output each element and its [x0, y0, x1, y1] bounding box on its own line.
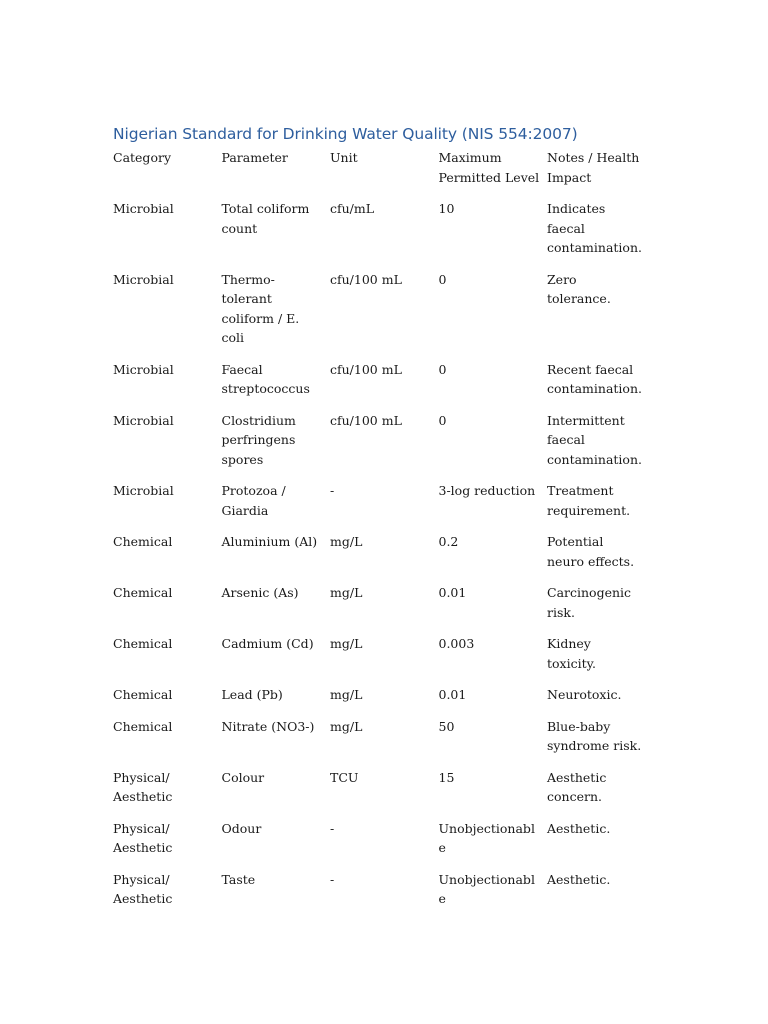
- category-cell: Physical/ Aesthetic: [113, 871, 173, 906]
- max-level-cell: Unobjectionable: [438, 820, 535, 855]
- notes-cell: Zero tolerance.: [547, 271, 611, 306]
- parameter-cell: Taste: [221, 871, 256, 887]
- notes-cell: Recent faecal contamination.: [547, 361, 642, 396]
- table-row: [113, 768, 649, 819]
- notes-cell: Aesthetic.: [547, 871, 611, 887]
- table-row: [113, 532, 649, 583]
- max-level-cell: Unobjectionable: [438, 871, 535, 906]
- max-level-cell: 10: [438, 201, 455, 216]
- table-row: [113, 360, 649, 411]
- category-cell: Microbial: [113, 271, 174, 287]
- notes-cell: Indicates faecal contamination.: [547, 201, 642, 255]
- notes-cell: Treatment requirement.: [547, 483, 631, 518]
- notes-cell: Intermittent faecal contamination.: [547, 412, 642, 467]
- category-cell: Microbial: [113, 412, 174, 428]
- table-row: [113, 717, 649, 768]
- max-level-cell: 0.003: [438, 636, 475, 651]
- unit-cell: cfu/100 mL: [330, 361, 402, 377]
- notes-cell: Potential neuro effects.: [547, 534, 635, 569]
- table-row: [113, 481, 649, 532]
- max-level-cell: 50: [438, 718, 455, 734]
- category-cell: Chemical: [113, 534, 173, 549]
- category-cell: Physical/ Aesthetic: [113, 820, 173, 855]
- table-header: [113, 148, 649, 199]
- max-level-cell: 0: [438, 271, 447, 287]
- parameter-cell: Lead (Pb): [221, 687, 283, 702]
- water-quality-table: [113, 148, 649, 921]
- category-cell: Microbial: [113, 361, 174, 377]
- header-unit: Unit: [330, 150, 358, 165]
- unit-cell: mg/L: [330, 687, 363, 702]
- category-cell: Physical/ Aesthetic: [113, 769, 173, 804]
- unit-cell: mg/L: [330, 534, 363, 549]
- category-cell: Chemical: [113, 636, 173, 651]
- parameter-cell: Colour: [221, 769, 265, 785]
- unit-cell: mg/L: [330, 636, 363, 651]
- notes-cell: Blue-baby syndrome risk.: [547, 718, 642, 753]
- max-level-cell: 0: [438, 361, 447, 377]
- unit-cell: mg/L: [330, 585, 363, 600]
- category-cell: Chemical: [113, 718, 173, 734]
- parameter-cell: Odour: [221, 820, 262, 836]
- header-maximum-permitted-level: Maximum Permitted Level: [438, 150, 540, 185]
- category-cell: Microbial: [113, 483, 174, 498]
- parameter-cell: Arsenic (As): [221, 585, 299, 600]
- table-row: [113, 199, 649, 270]
- max-level-cell: 15: [438, 769, 455, 785]
- category-cell: Chemical: [113, 585, 173, 600]
- max-level-cell: 0.01: [438, 687, 467, 702]
- unit-cell: TCU: [330, 769, 359, 785]
- parameter-cell: Nitrate (NO3-): [221, 718, 315, 734]
- table-row: [113, 819, 649, 870]
- parameter-cell: Cadmium (Cd): [221, 636, 314, 651]
- notes-cell: Aesthetic.: [547, 820, 611, 836]
- unit-cell: -: [330, 871, 335, 887]
- max-level-cell: 0.01: [438, 585, 467, 600]
- max-level-cell: 0: [438, 412, 447, 428]
- table-row: [113, 685, 649, 717]
- unit-cell: -: [330, 820, 335, 836]
- table-row: [113, 870, 649, 921]
- table-body: [113, 199, 649, 921]
- notes-cell: Aesthetic concern.: [547, 769, 607, 804]
- parameter-cell: Faecal streptococcus: [221, 361, 310, 396]
- parameter-cell: Clostridium perfringens spores: [221, 412, 296, 467]
- max-level-cell: 0.2: [438, 534, 459, 549]
- unit-cell: cfu/100 mL: [330, 412, 402, 428]
- unit-cell: cfu/100 mL: [330, 271, 402, 287]
- table-row: [113, 270, 649, 360]
- category-cell: Microbial: [113, 201, 174, 216]
- unit-cell: mg/L: [330, 718, 363, 734]
- header-parameter: Parameter: [221, 150, 288, 165]
- header-category: Category: [113, 150, 172, 165]
- notes-cell: Neurotoxic.: [547, 687, 622, 702]
- notes-cell: Carcinogenic risk.: [547, 585, 632, 620]
- parameter-cell: Thermo-tolerant coliform / E. coli: [221, 271, 300, 345]
- table-row: [113, 634, 649, 685]
- table-row: [113, 411, 649, 482]
- document-title: Nigerian Standard for Drinking Water Quality (NIS 554:2007): [113, 125, 578, 143]
- parameter-cell: Protozoa / Giardia: [221, 483, 286, 518]
- parameter-cell: Total coliform count: [221, 201, 310, 236]
- header-row: [113, 148, 649, 199]
- table-row: [113, 583, 649, 634]
- max-level-cell: 3-log reduction: [438, 483, 536, 498]
- unit-cell: cfu/mL: [330, 201, 375, 216]
- header-notes: Notes / Health Impact: [547, 150, 640, 185]
- unit-cell: -: [330, 483, 335, 498]
- notes-cell: Kidney toxicity.: [547, 636, 596, 671]
- parameter-cell: Aluminium (Al): [221, 534, 318, 549]
- category-cell: Chemical: [113, 687, 173, 702]
